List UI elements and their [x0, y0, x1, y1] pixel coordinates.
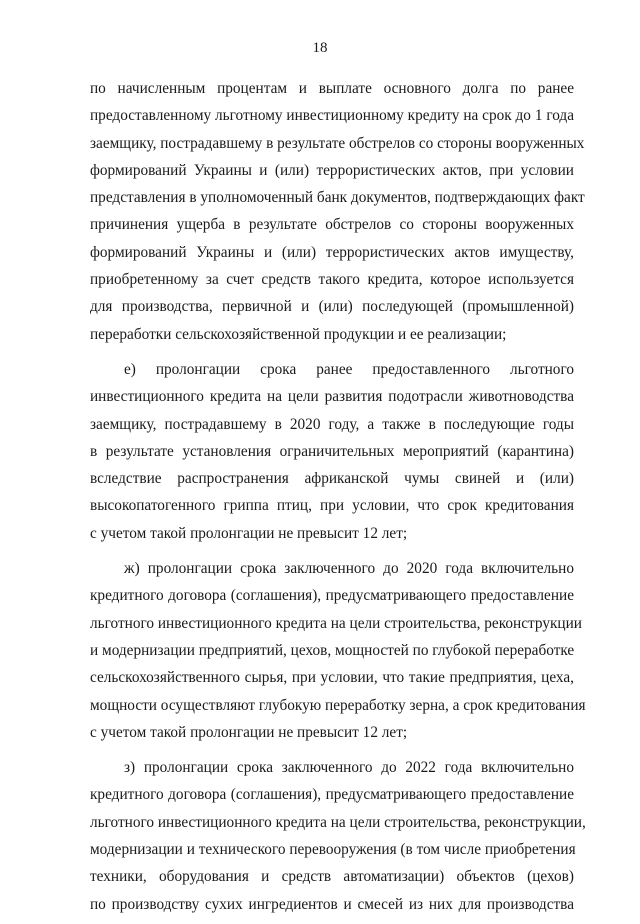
text-line: заемщику, пострадавшему в результате обстрелов со стороны вооруженных	[90, 134, 585, 152]
text-line: приобретенному за счет средств такого кредита, которое используется	[90, 271, 574, 289]
text-line: с учетом такой пролонгации не превысит 12 лет;	[90, 524, 408, 542]
text-line: льготного инвестиционного кредита на цели строительства, реконструкции,	[90, 813, 586, 831]
text-line: высокопатогенного гриппа птиц, при условии, что срок кредитования	[90, 497, 574, 515]
text-line: вследствие распространения африканской чумы свиней и (или)	[90, 470, 574, 488]
text-line: мощности осуществляют глубокую переработку зерна, а срок кредитования	[90, 696, 586, 714]
text-line: сельскохозяйственного сырья, при условии, что такие предприятия, цеха,	[90, 669, 574, 687]
text-line: техники, оборудования и средств автоматизации) объектов (цехов)	[90, 868, 574, 886]
text-line: льготного инвестиционного кредита на цели строительства, реконструкции	[90, 614, 582, 632]
text-line: заемщику, пострадавшему в 2020 году, а также в последующие годы	[90, 415, 574, 433]
text-line: формирований Украины и (или) террористических актов, при условии	[90, 161, 574, 179]
text-line: в результате установления ограничительных мероприятий (карантина)	[90, 442, 574, 460]
text-line: для производства, первичной и (или) последующей (промышленной)	[90, 298, 574, 316]
text-line: и модернизации предприятий, цехов, мощностей по глубокой переработке	[90, 641, 575, 659]
page-number: 18	[312, 40, 328, 56]
paragraph-item-e	[90, 356, 574, 547]
text-line: ж) пролонгации срока заключенного до 2020 года включительно	[124, 560, 574, 578]
text-line: е) пролонгации срока ранее предоставленного льготного	[124, 360, 574, 378]
paragraph-item-z	[90, 754, 586, 918]
text-line: по начисленным процентам и выплате основного долга по ранее	[90, 80, 574, 97]
text-line: формирований Украины и (или) террористических актов имуществу,	[90, 243, 574, 261]
text-line: причинения ущерба в результате обстрелов со стороны вооруженных	[90, 216, 574, 234]
text-line: инвестиционного кредита на цели развития подотрасли животноводства	[90, 388, 574, 406]
body-text	[90, 75, 586, 918]
text-line: предоставленному льготному инвестиционному кредиту на срок до 1 года	[90, 107, 574, 125]
text-line: кредитного договора (соглашения), предусматривающего предоставление	[90, 786, 574, 804]
paragraph-item-zh	[90, 555, 586, 746]
text-line: переработки сельскохозяйственной продукции и ее реализации;	[90, 325, 507, 343]
text-line: с учетом такой пролонгации не превысит 12 лет;	[90, 723, 408, 741]
text-line: з) пролонгации срока заключенного до 2022 года включительно	[124, 759, 574, 777]
text-line: по производству сухих ингредиентов и смесей из них для производства	[90, 895, 574, 913]
text-line: представления в уполномоченный банк документов, подтверждающих факт	[90, 189, 585, 207]
paragraph-continuation	[90, 75, 585, 348]
text-line: кредитного договора (соглашения), предусматривающего предоставление	[90, 587, 574, 605]
text-line: модернизации и технического перевооружения (в том числе приобретения	[90, 841, 576, 859]
